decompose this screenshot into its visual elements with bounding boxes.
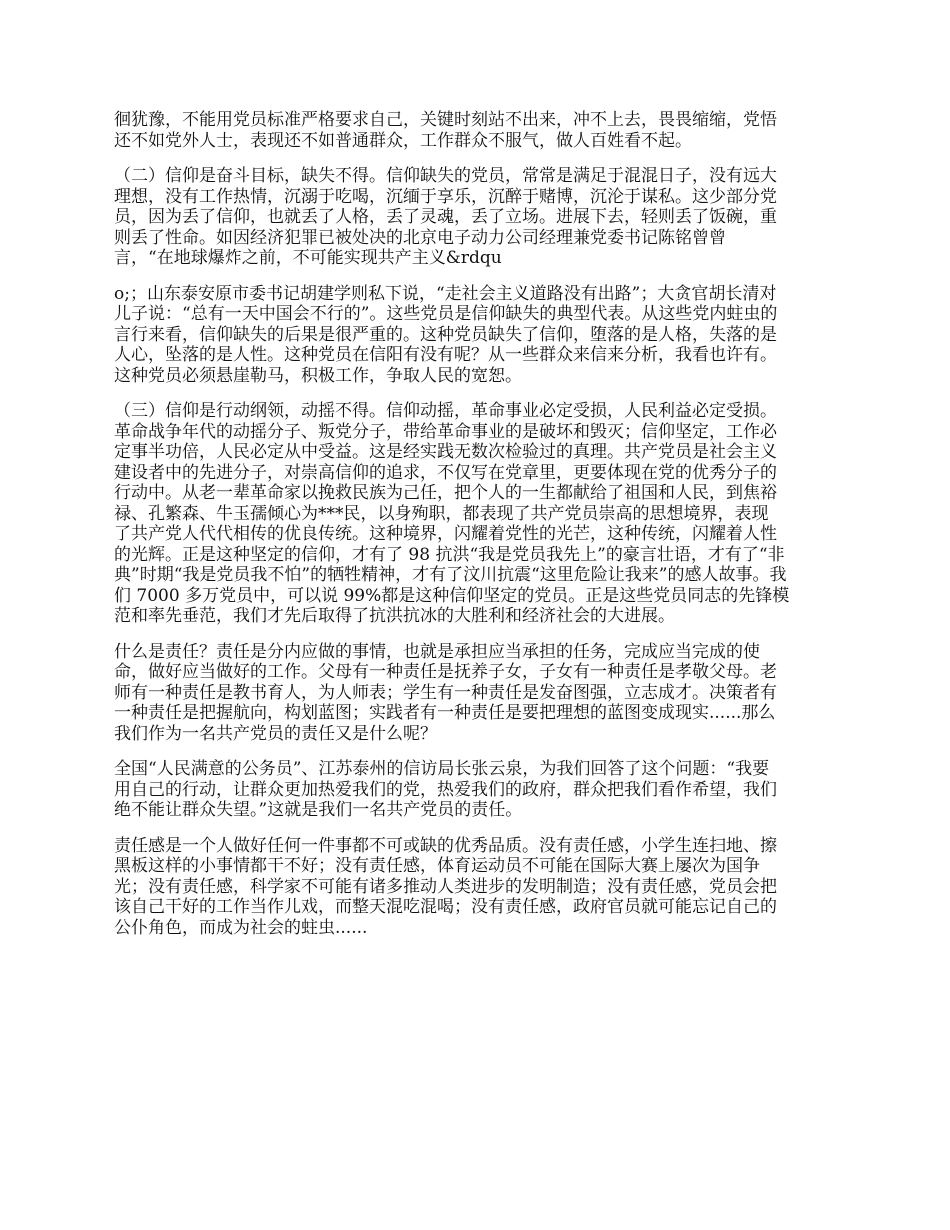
text-line: 全国“人民满意的公务员”、江苏泰州的信访局长张云泉，为我们回答了这个问题：“我要 (114, 759, 770, 779)
text-line: 师有一种责任是教书育人，为人师表；学生有一种责任是发奋图强，立志成才。决策者有 (114, 682, 777, 703)
text-line: 的光辉。正是这种坚定的信仰，才有了 98 抗洪“我是党员我先上”的豪言壮语，才有了“非 (114, 544, 785, 565)
text-line: 黑板这样的小事情都干不好；没有责任感，体育运动员不可能在国际大赛上屡次为国争 (114, 856, 760, 876)
text-line: 禄、孔繁森、牛玉孺倾心为***民，以身殉职，都表现了共产党员崇高的思想境界，表现 (114, 503, 769, 524)
text-line: 言行来看，信仰缺失的后果是很严重的。这种党员缺失了信仰，堕落的是人格，失落的是 (114, 324, 777, 345)
text-line: 该自己干好的工作当作儿戏，而整天混吃混喝；没有责任感，政府官员就可能忘记自己的 (114, 897, 777, 917)
text-line: 儿子说：“总有一天中国会不行的”。这些党员是信仰缺失的典型代表。从这些党内蛀虫的 (114, 304, 778, 324)
text-line: 员，因为丢了信仰，也就丢了人格，丢了灵魂，丢了立场。进展下去，轻则丢了饭碗，重 (114, 207, 777, 227)
paragraph-6 (114, 759, 841, 821)
text-line: 用自己的行动，让群众更加热爱我们的党，热爱我们的政府，群众把我们看作希望，我们 (114, 779, 777, 800)
text-line: 言，“在地球爆炸之前，不可能实现共产主义&rdqu (114, 248, 502, 268)
text-line: 们 7000 多万党员中，可以说 99%都是这种信仰坚定的党员。正是这些党员同志的先锋模 (114, 585, 790, 606)
document-body (114, 110, 841, 953)
text-line: 了共产党人代代相传的优良传统。这种境界，闪耀着党性的光芒，这种传统，闪耀着人性 (114, 524, 777, 544)
text-line: 什么是责任？责任是分内应做的事情，也就是承担应当承担的任务，完成应当完成的使 (114, 641, 760, 662)
text-line: 还不如党外人士，表现还不如普通群众，工作群众不服气，做人百姓看不起。 (114, 130, 692, 151)
text-line: 革命战争年代的动摇分子、叛党分子，带给革命事业的是破坏和毁灭；信仰坚定，工作必 (114, 421, 777, 442)
text-line: 绝不能让群众失望。”这就是我们一名共产党员的责任。 (114, 800, 523, 820)
text-line: 徊犹豫，不能用党员标准严格要求自己，关键时刻站不出来，冲不上去，畏畏缩缩，党悟 (114, 110, 777, 130)
text-line: （二）信仰是奋斗目标，缺失不得。信仰缺失的党员，常常是满足于混混日子，没有远大 (114, 166, 777, 186)
paragraph-1 (114, 110, 841, 151)
text-line: （三）信仰是行动纲领，动摇不得。信仰动摇，革命事业必定受损，人民利益必定受损。 (114, 401, 777, 421)
text-line: 责任感是一个人做好任何一件事都不可或缺的优秀品质。没有责任感，小学生连扫地、擦 (114, 835, 777, 856)
text-line: 建设者中的先进分子，对崇高信仰的追求，不仅写在党章里，更要体现在党的优秀分子的 (114, 462, 777, 483)
paragraph-3 (114, 284, 841, 387)
text-line: 光；没有责任感，科学家不可能有诸多推动人类进步的发明制造；没有责任感，党员会把 (114, 876, 777, 897)
text-line: 行动中。从老一辈革命家以挽救民族为己任，把个人的一生都献给了祖国和人民，到焦裕 (114, 483, 777, 503)
text-line: 命，做好应当做好的工作。父母有一种责任是抚养子女，子女有一种责任是孝敬父母。老 (114, 662, 777, 682)
paragraph-5 (114, 642, 841, 745)
text-line: 定事半功倍，人民必定从中受益。这是经实践无数次检验过的真理。共产党员是社会主义 (114, 442, 777, 462)
text-line: 则丢了性命。如因经济犯罪已被处决的北京电子动力公司经理兼党委书记陈铭曾曾 (114, 227, 726, 248)
text-line: 公仆角色，而成为社会的蛀虫...... (114, 917, 368, 938)
text-line: 范和率先垂范，我们才先后取得了抗洪抗冰的大胜利和经济社会的大进展。 (114, 606, 675, 626)
text-line: 理想，没有工作热情，沉溺于吃喝，沉缅于享乐，沉醉于赌博，沉沦于谋私。这少部分党 (114, 186, 777, 207)
paragraph-2 (114, 166, 841, 269)
text-line: 我们作为一名共产党员的责任又是什么呢？ (114, 723, 437, 744)
paragraph-7 (114, 836, 841, 939)
paragraph-4 (114, 401, 841, 627)
text-line: o;；山东泰安原市委书记胡建学则私下说，“走社会主义道路没有出路”；大贪官胡长清对 (114, 283, 777, 304)
text-line: 人心，坠落的是人性。这种党员在信阳有没有呢？从一些群众来信来分析，我看也许有。 (114, 345, 777, 365)
text-line: 一种责任是把握航向，构划蓝图；实践者有一种责任是要把理想的蓝图变成现实......那么 (114, 703, 776, 723)
text-line: 这种党员必须悬崖勒马，积极工作，争取人民的宽恕。 (114, 365, 522, 386)
text-line: 典”时期“我是党员我不怕”的牺牲精神，才有了汶川抗震“这里危险让我来”的感人故事。我 (114, 565, 787, 585)
